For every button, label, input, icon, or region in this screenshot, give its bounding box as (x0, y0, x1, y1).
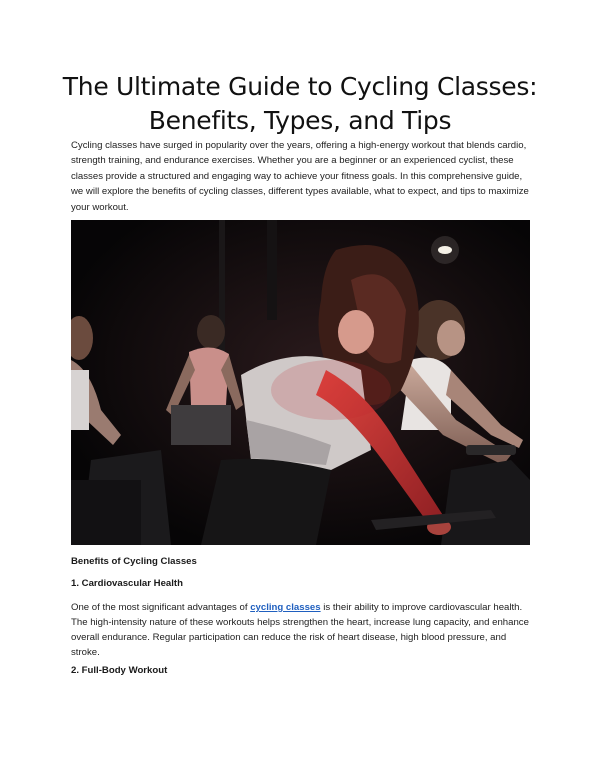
para-text-before: One of the most significant advantages of (71, 602, 251, 613)
title-line-1: The Ultimate Guide to Cycling Classes: (62, 72, 538, 101)
page-title (40, 70, 560, 138)
intro-paragraph: Cycling classes have surged in popularity over the years, offering a high-energy workout that blends cardio, strength training, and endurance exercises. Whether you are a beginner or an experienced cyclist, these classes provide a structured and engaging way to achieve your fitness goals. In this comprehensive guide, we will explore the benefits of cycling classes, different types available, what to expect, and tips to maximize your workout. (71, 140, 529, 213)
cycling-classes-link[interactable]: cycling classes (250, 602, 321, 613)
photo-illustration (71, 220, 530, 545)
section-heading-benefits: Benefits of Cycling Classes (71, 556, 197, 567)
title-line-2: Benefits, Types, and Tips (148, 106, 452, 135)
para-text-after: is their ability to improve cardiovascular health. The high-intensity nature of these workouts helps strengthen the heart, increase lung capacity, and enhance overall endurance. Regular participation can reduce the risk of heart disease, high blood pressure, and stroke. (71, 602, 529, 658)
cycling-class-photo (71, 220, 530, 545)
cardio-paragraph (71, 600, 533, 660)
subsection-heading-cardio: 1. Cardiovascular Health (71, 578, 183, 589)
subsection-heading-full-body: 2. Full-Body Workout (71, 665, 168, 676)
